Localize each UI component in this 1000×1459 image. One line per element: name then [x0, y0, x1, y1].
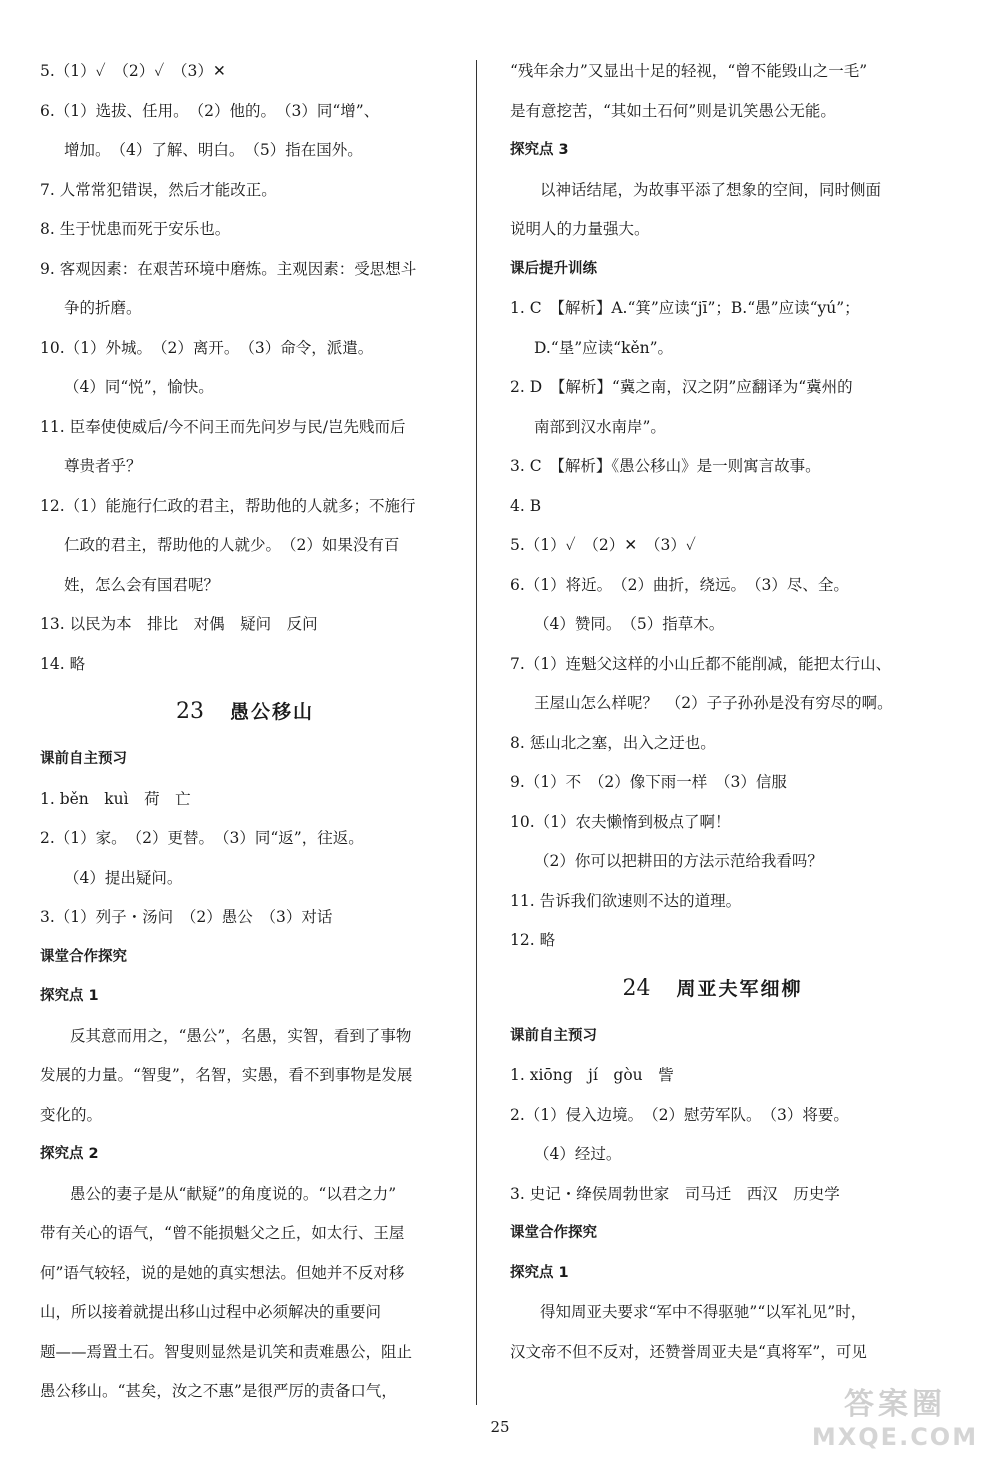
subsection-heading: 探究点 1: [40, 988, 99, 1004]
answer-line: 10.（1）外城。 （2）离开。 （3）命令，派遣。: [40, 338, 374, 357]
answer-line: （4）经过。: [534, 1145, 622, 1163]
answer-line: 6.（1）将近。 （2）曲折，绕远。 （3）尽、全。: [510, 575, 849, 594]
answer-line: 13. 以民为本 排比 对偶 疑问 反问: [40, 615, 318, 633]
lesson-title: 愚公移山: [229, 701, 314, 723]
lesson-heading-23: [40, 684, 450, 740]
section-heading: 课后提升训练: [510, 260, 597, 277]
left-column: [40, 52, 450, 1412]
answer-line: 12. 略: [510, 931, 556, 949]
answer-line: 3. 史记・绛侯周勃世家 司马迁 西汉 历史学: [510, 1184, 840, 1203]
answer-line: 2.（1）家。 （2）更替。 （3）同“返”，往返。: [40, 829, 364, 847]
answer-line: 尊贵者乎？: [64, 457, 142, 475]
paragraph-line: 说明人的力量强大。: [510, 220, 650, 238]
answer-line: 4. B: [510, 496, 542, 515]
answer-line: （2）你可以把耕田的方法示范给我看吗？: [534, 852, 823, 870]
answer-line: 2.（1）侵入边境。 （2）慰劳军队。 （3）将要。: [510, 1105, 849, 1124]
column-divider: [476, 60, 477, 1405]
answer-line: 3.（1）列子・汤问 （2）愚公 （3）对话: [40, 908, 333, 926]
answer-line: 1. xiōng jí gòu 訾: [510, 1066, 674, 1084]
answer-line: 6.（1）选拔、任用。 （2）他的。 （3）同“增”、: [40, 101, 380, 120]
answer-line: （4）同“悦”，愉快。: [64, 378, 214, 396]
page-number: 25: [490, 1418, 510, 1436]
paragraph-line: 带有关心的语气，“曾不能损魁父之丘，如太行、王屋: [40, 1224, 405, 1242]
paragraph-line: 以神话结尾，为故事平添了想象的空间，同时侧面: [540, 180, 882, 199]
lesson-title: 周亚夫军细柳: [676, 977, 803, 1000]
lesson-heading-24: [510, 961, 915, 1017]
answer-line: 争的折磨。: [64, 299, 142, 317]
paragraph-line: 发展的力量。“智叟”，名智，实愚，看不到事物是发展: [40, 1066, 413, 1084]
paragraph-line: 得知周亚夫要求“军中不得驱驰”“以军礼见”时，: [540, 1303, 867, 1321]
answer-line: D.“垦”应读“kěn”。: [534, 338, 674, 357]
answer-line: （4）赞同。 （5）指草木。: [534, 615, 725, 633]
watermark-bottom-text: MXQE.COM: [811, 1423, 979, 1451]
subsection-heading: 探究点 2: [40, 1146, 99, 1162]
watermark-logo: [800, 1387, 990, 1455]
paragraph-line: 反其意而用之，“愚公”，名愚，实智，看到了事物: [70, 1026, 412, 1045]
answer-line: 1. běn kuì 荷 亡: [40, 789, 191, 808]
answer-line: 7.（1）连魁父这样的小山丘都不能削减，能把太行山、: [510, 654, 892, 673]
answer-line: 11. 臣奉使使威后/今不问王而先问岁与民/岂先贱而后: [40, 417, 406, 436]
answer-line: 8. 惩山北之塞，出入之迂也。: [510, 733, 716, 752]
subsection-heading: 探究点 3: [510, 142, 569, 158]
paragraph-line: 题——焉置土石。智叟则显然是讥笑和责难愚公，阻止: [40, 1342, 413, 1361]
answer-line: 姓，怎么会有国君呢？: [64, 575, 220, 594]
answer-line: 仁政的君主，帮助他的人就少。 （2）如果没有百: [64, 536, 400, 554]
section-heading: 课堂合作探究: [40, 948, 127, 965]
answer-line: （4）提出疑问。: [64, 868, 183, 887]
paragraph-line: “残年余力”又显出十足的轻视，“曾不能毁山之一毛”: [510, 62, 868, 80]
answer-line: 南部到汉水南岸”。: [534, 417, 666, 436]
paragraph-line: 山，所以接着就提出移山过程中必须解决的重要问: [40, 1303, 382, 1321]
answer-line: 14. 略: [40, 654, 86, 673]
answer-line: 增加。 （4）了解、明白。 （5）指在国外。: [64, 141, 363, 159]
section-heading: 课前自主预习: [40, 751, 127, 767]
answer-line: 1. C 【解析】A.“箕”应读“jī”；B.“愚”应读“yú”；: [510, 299, 860, 317]
answer-line: 5.（1）✓ （2）✓ （3）✕: [40, 62, 226, 80]
right-column: [510, 52, 915, 1372]
answer-line: 王屋山怎么样呢？ （2）子子孙孙是没有穷尽的啊。: [534, 694, 893, 712]
answer-line: 9.（1）不 （2）像下雨一样 （3）信服: [510, 773, 787, 791]
paragraph-line: 汉文帝不但不反对，还赞誉周亚夫是“真将军”，可见: [510, 1342, 867, 1361]
answer-line: 2. D 【解析】“冀之南，汉之阴”应翻译为“冀州的: [510, 378, 853, 396]
answer-line: 8. 生于忧患而死于安乐也。: [40, 220, 231, 238]
subsection-heading: 探究点 1: [510, 1264, 569, 1281]
section-heading: 课前自主预习: [510, 1027, 597, 1044]
answer-line: 11. 告诉我们欲速则不达的道理。: [510, 891, 742, 910]
lesson-number: 23: [175, 699, 204, 724]
paragraph-line: 变化的。: [40, 1105, 103, 1124]
paragraph-line: 愚公的妻子是从“献疑”的角度说的。“以君之力”: [70, 1184, 397, 1203]
paragraph-line: 何”语气较轻，说的是她的真实想法。但她并不反对移: [40, 1263, 405, 1282]
section-heading: 课堂合作探究: [510, 1225, 597, 1241]
paragraph-line: 是有意挖苦，“其如土石何”则是讥笑愚公无能。: [510, 101, 836, 120]
answer-line: 5.（1）✓ （2）✕ （3）✓: [510, 536, 696, 554]
paragraph-line: 愚公移山。“甚矣，汝之不惠”是很严厉的责备口气，: [40, 1382, 397, 1400]
watermark-top-text: 答案圈: [844, 1387, 946, 1422]
answer-line: 9. 客观因素：在艰苦环境中磨炼。主观因素：受思想斗: [40, 259, 417, 278]
answer-line: 12.（1）能施行仁政的君主，帮助他的人就多；不施行: [40, 496, 416, 515]
lesson-number: 24: [622, 975, 651, 1001]
answer-line: 3. C 【解析】《愚公移山》是一则寓言故事。: [510, 457, 821, 475]
answer-line: 7. 人常常犯错误，然后才能改正。: [40, 180, 277, 199]
answer-line: 10.（1）农夫懒惰到极点了啊！: [510, 812, 731, 831]
